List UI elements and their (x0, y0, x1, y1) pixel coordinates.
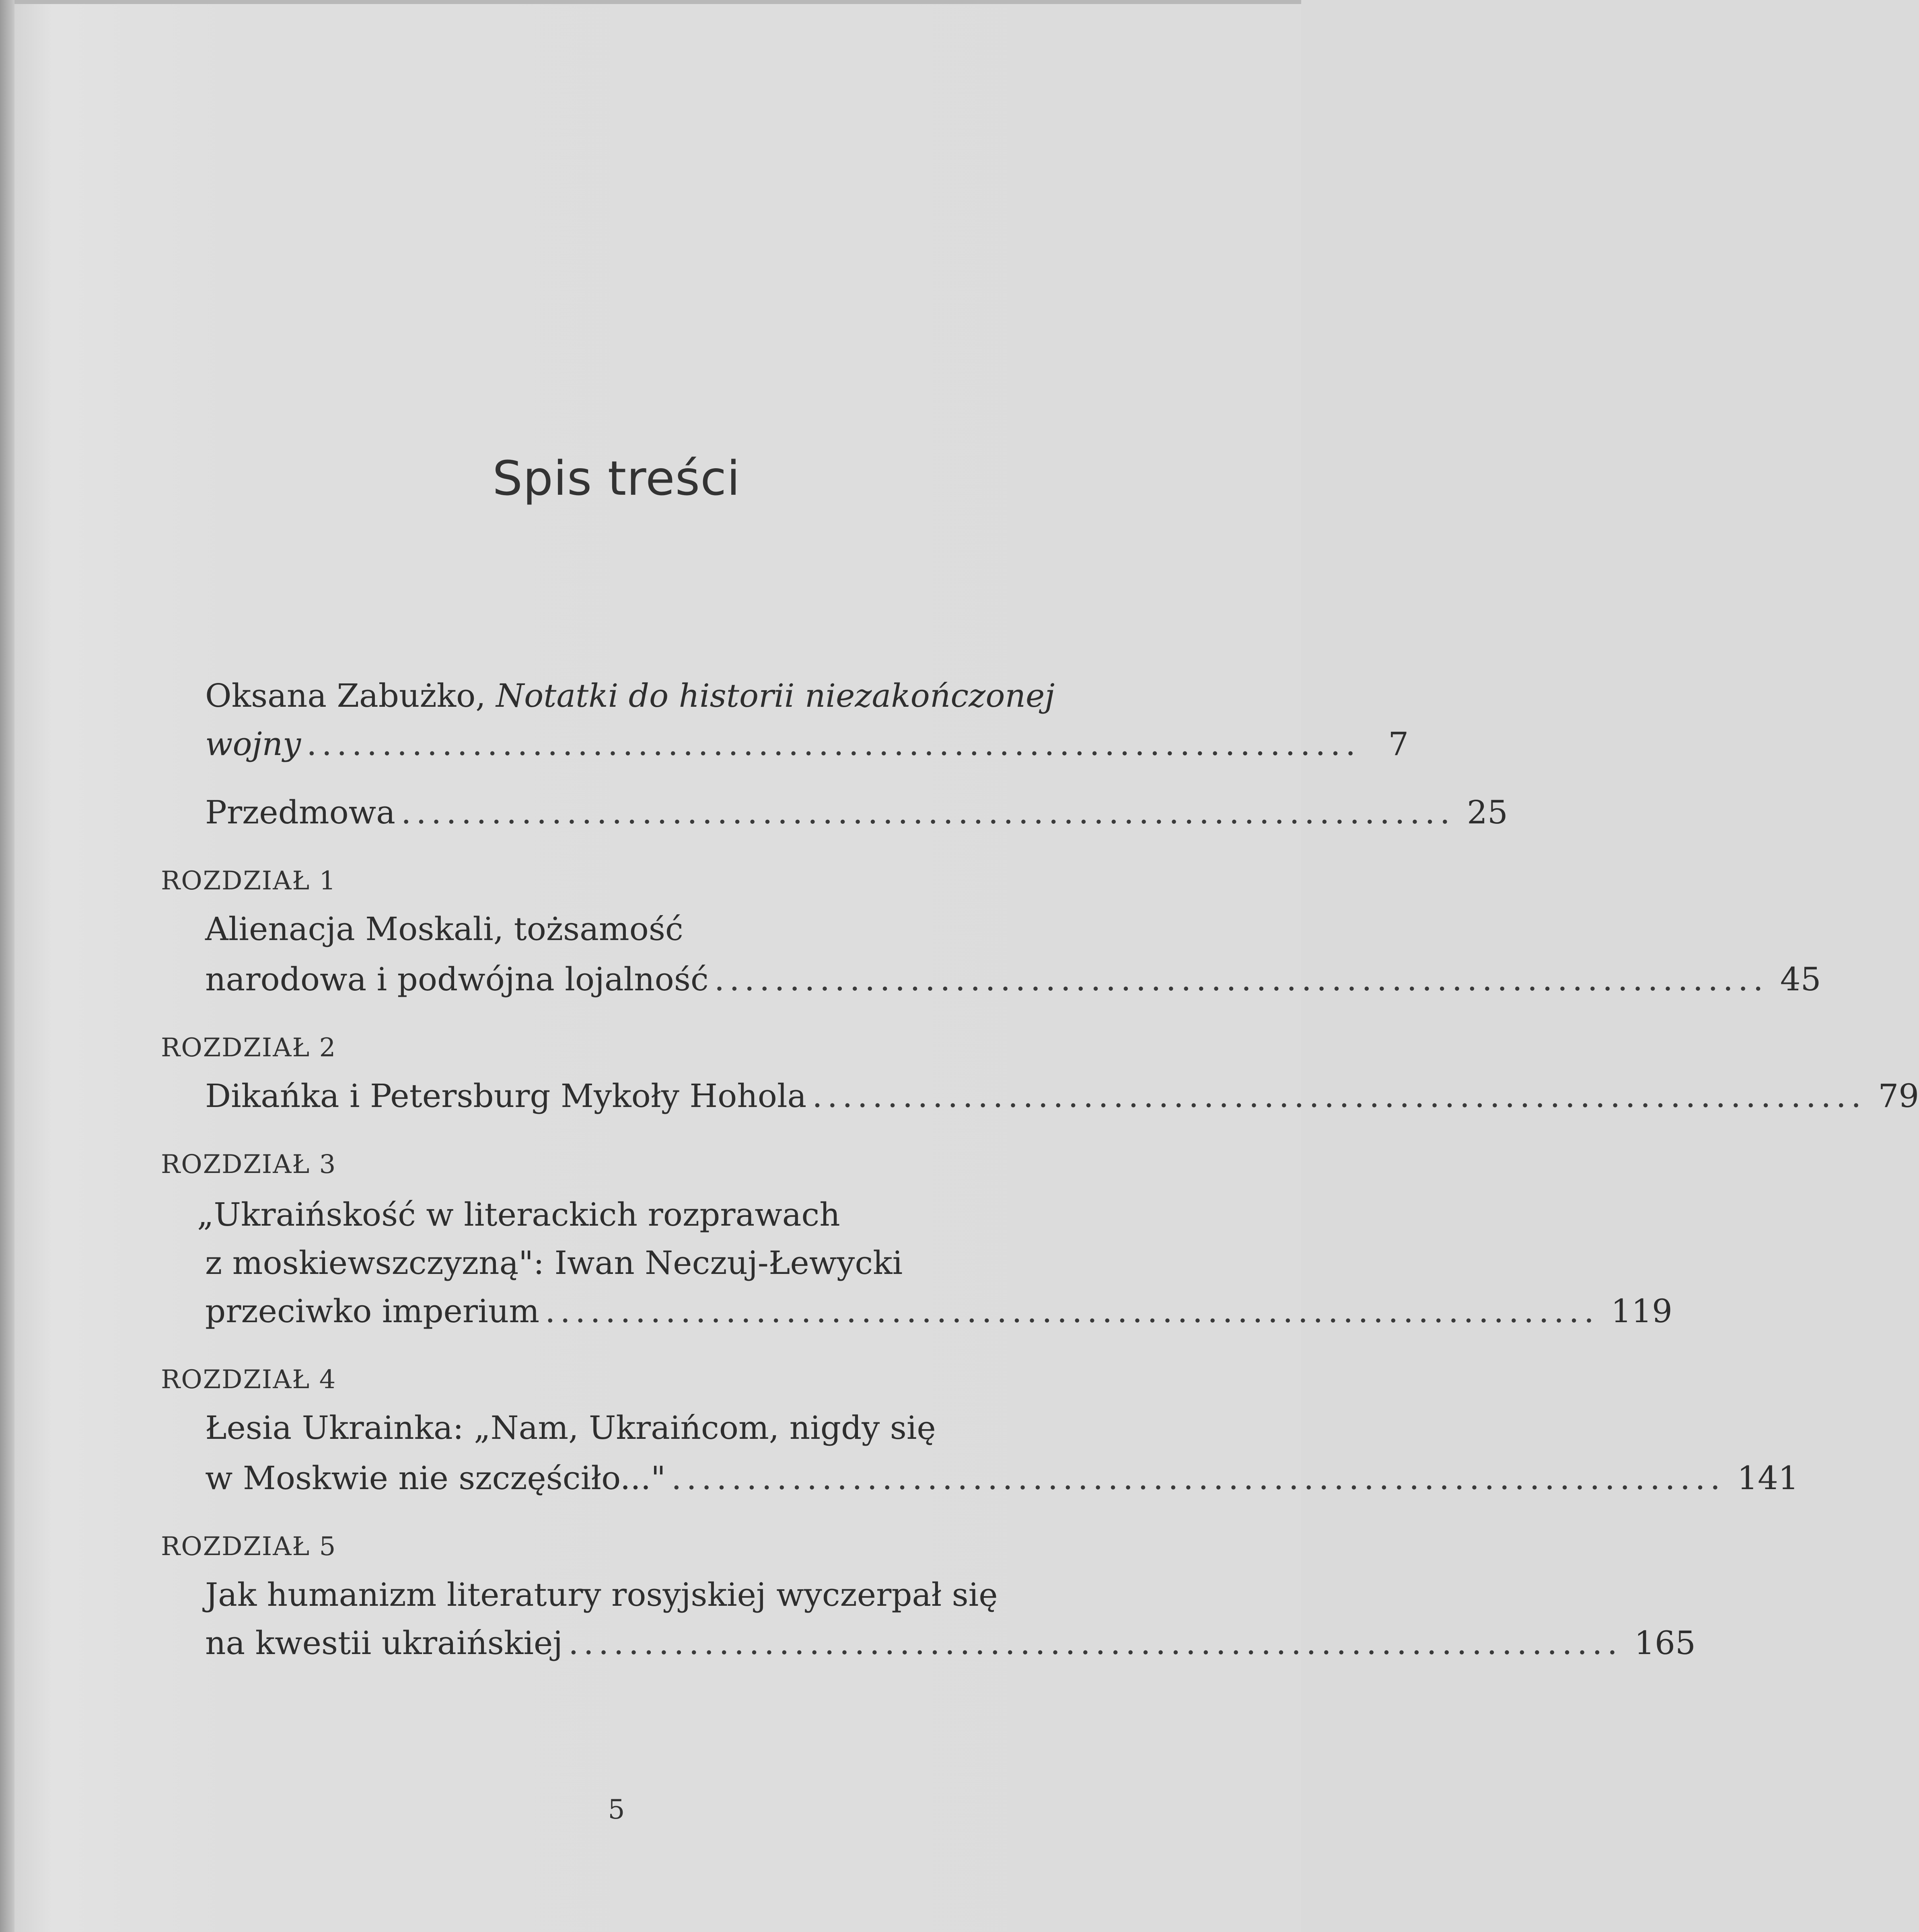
chapter-label: ROZDZIAŁ 3 (161, 1150, 337, 1179)
chapter-title-last-line (205, 1458, 1799, 1498)
chapter-title-last-line (205, 1623, 1696, 1663)
page-number: 45 (1780, 961, 1821, 998)
chapter-label: ROZDZIAŁ 1 (161, 866, 337, 896)
entry-title: na kwestii ukraińskiej (205, 1624, 563, 1662)
chapter-title-line: „Ukraińskość w literackich rozprawach (197, 1196, 840, 1233)
page-number: 7 (1388, 725, 1409, 763)
dot-leader: ...................................................................... (568, 1624, 1623, 1662)
foreword-author: Oksana Zabużko, (205, 677, 496, 714)
folio-page-number: 5 (608, 1794, 625, 1825)
page-number: 165 (1634, 1624, 1696, 1662)
entry-title: Przedmowa (205, 794, 395, 831)
chapter-title-last-line (205, 959, 1821, 1000)
entry-title: narodowa i podwójna lojalność (205, 961, 709, 998)
dot-leader: ...................................................................... (671, 1459, 1726, 1497)
page-title: Spis treści (492, 451, 740, 506)
dot-leader: ...................................................................... (401, 794, 1455, 831)
chapter-title-line: Alienacja Moskali, tożsamość (205, 910, 683, 948)
page-number: 119 (1611, 1292, 1672, 1330)
entry-title: Dikańka i Petersburg Mykoły Hohola (205, 1077, 807, 1115)
foreword-title-cont: wojny (205, 725, 301, 763)
chapter-label: ROZDZIAŁ 5 (161, 1532, 337, 1562)
entry-title: w Moskwie nie szczęściło..." (205, 1459, 666, 1497)
page-number: 25 (1467, 794, 1508, 831)
page-number: 141 (1737, 1459, 1799, 1497)
chapter-label: ROZDZIAŁ 4 (161, 1365, 337, 1395)
entry-title: przeciwko imperium (205, 1292, 540, 1330)
chapter-title-line: Łesia Ukrainka: „Nam, Ukraińcom, nigdy się (205, 1409, 936, 1446)
toc-entry-foreword-line2 (205, 724, 1409, 764)
page-number: 79 (1878, 1077, 1919, 1115)
dot-leader: ...................................................................... (306, 725, 1361, 763)
foreword-title: Notatki do historii niezakończonej (496, 677, 1055, 714)
chapter-title-line: Jak humanizm literatury rosyjskiej wyczerpał się (205, 1576, 998, 1613)
chapter-title-last-line (205, 1076, 1919, 1116)
dot-leader: ...................................................................... (812, 1077, 1866, 1115)
dot-leader: ...................................................................... (714, 961, 1768, 998)
toc-entry-preface (205, 792, 1508, 833)
toc-entry-foreword-line1 (205, 676, 1055, 716)
dot-leader: ...................................................................... (545, 1292, 1599, 1330)
chapter-title-line: z moskiewszczyzną": Iwan Neczuj-Łewycki (205, 1244, 903, 1282)
chapter-label: ROZDZIAŁ 2 (161, 1033, 337, 1063)
chapter-title-last-line (205, 1291, 1672, 1331)
